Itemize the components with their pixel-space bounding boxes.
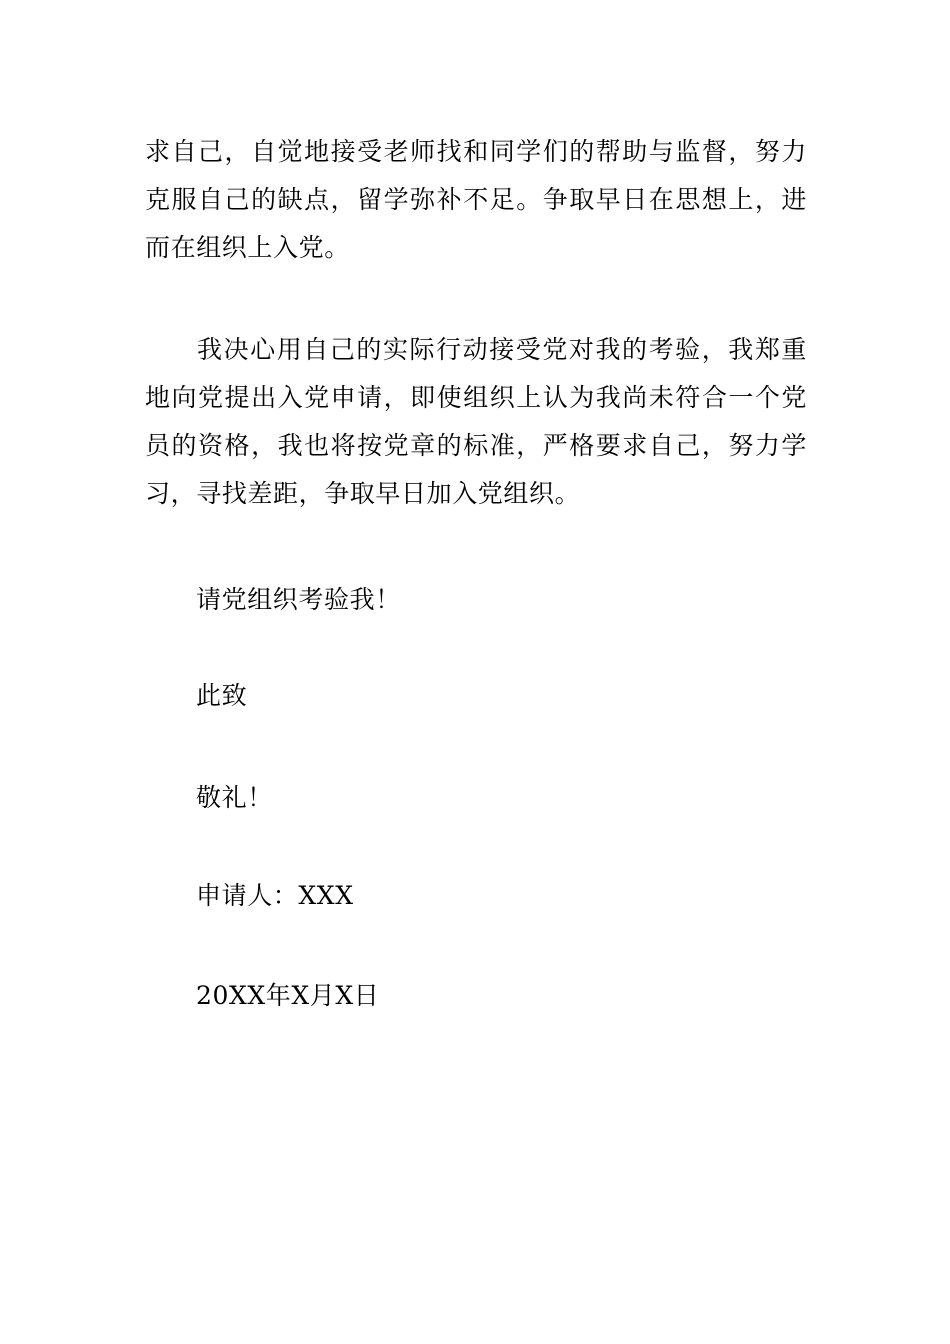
paragraph-resolve: 我决心用自己的实际行动接受党对我的考验，我郑重地向党提出入党申请，即使组织上认为我尚未符合一个党员的资格，我也将按党章的标准，严格要求自己，努力学习，寻找差距，争取早日加入党组织。: [145, 335, 807, 508]
applicant-signature: 申请人：XXX: [196, 881, 354, 910]
letter-date: 20XX年X月X日: [196, 981, 380, 1010]
salutation-jingli: 敬礼！: [196, 783, 273, 812]
closing-request: 请党组织考验我！: [196, 585, 401, 614]
salutation-cizhi: 此致: [196, 681, 248, 710]
paragraph-continued: 求自己，自觉地接受老师找和同学们的帮助与监督，努力克服自己的缺点，留学弥补不足。争取早日在思想上，进而在组织上入党。: [145, 137, 807, 262]
